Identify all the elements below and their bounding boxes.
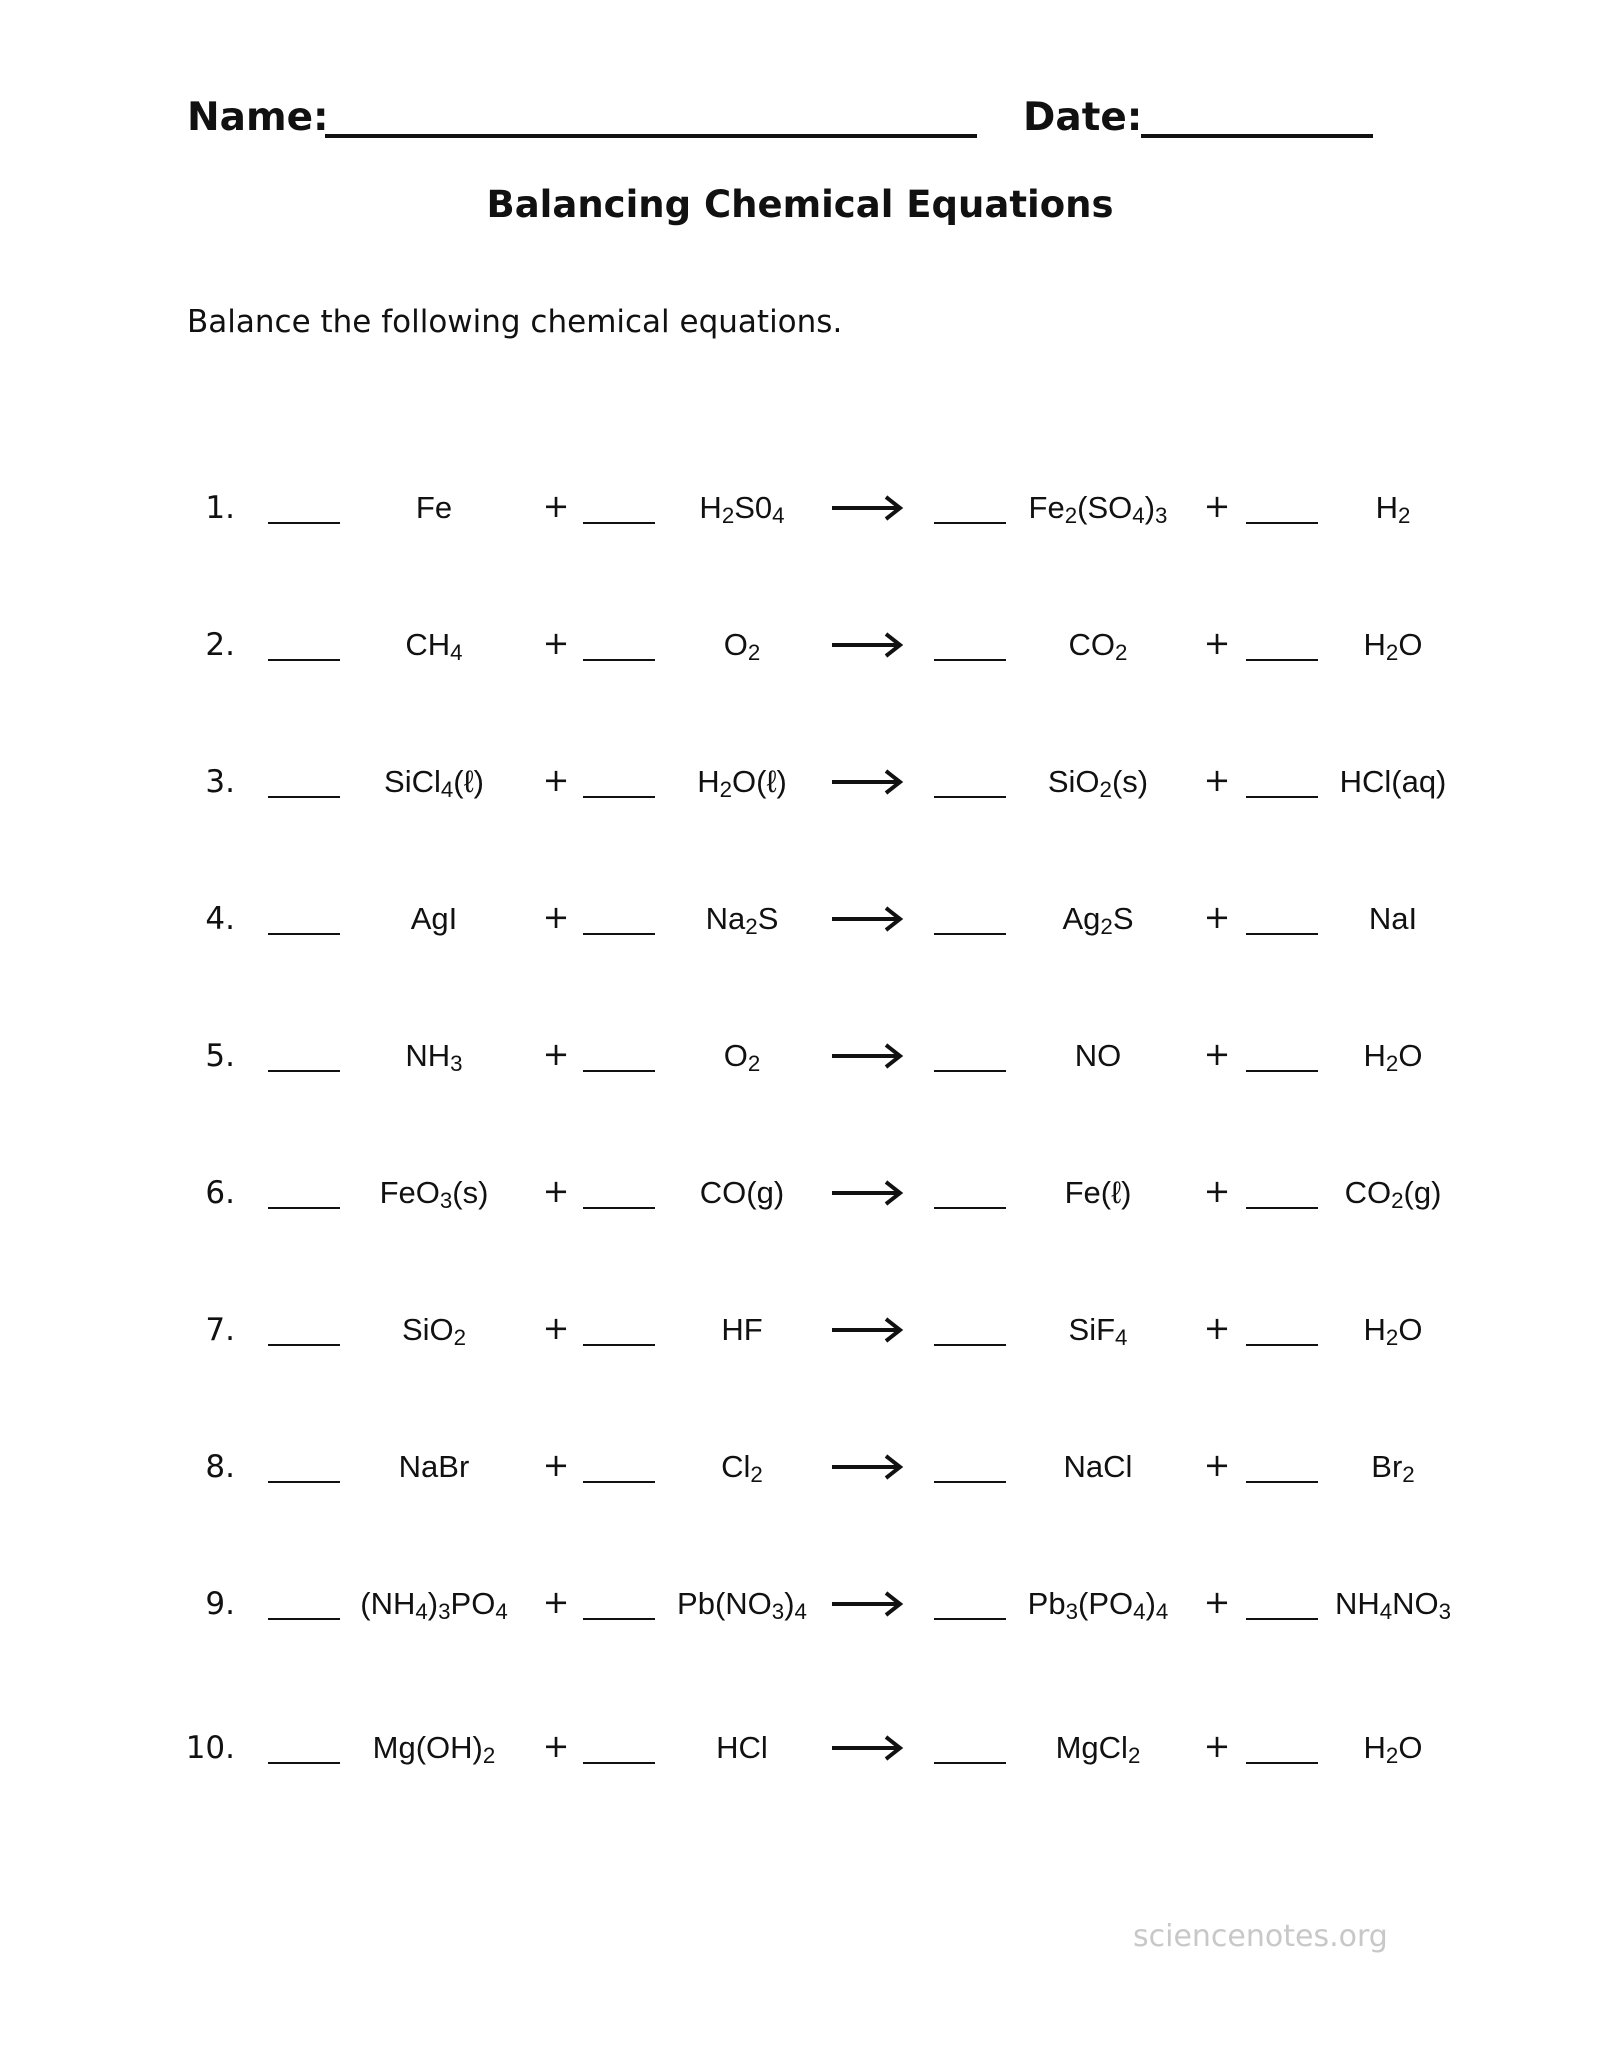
reaction-arrow-icon (830, 768, 904, 796)
product-1-formula: Ag2S (1062, 901, 1134, 939)
reactant-1-formula: FeO3(s) (379, 1175, 489, 1213)
equation-number: 3. (205, 764, 235, 800)
equation-row (0, 1437, 1600, 1497)
plus-sign: + (542, 1035, 570, 1073)
equation-number: 1. (205, 490, 235, 526)
product-2-formula: HCl(aq) (1339, 764, 1447, 799)
equation-number: 4. (205, 901, 235, 937)
plus-sign: + (542, 624, 570, 662)
plus-sign: + (542, 1172, 570, 1210)
coefficient-blank[interactable] (934, 796, 1006, 798)
coefficient-blank[interactable] (268, 1344, 340, 1346)
product-2-formula: Br2 (1371, 1449, 1415, 1487)
coefficient-blank[interactable] (934, 659, 1006, 661)
equation-row (0, 889, 1600, 949)
equation-number: 9. (205, 1586, 235, 1622)
equation-row (0, 1574, 1600, 1634)
equation-row (0, 615, 1600, 675)
coefficient-blank[interactable] (268, 1070, 340, 1072)
plus-sign: + (542, 1727, 570, 1765)
product-2-formula: H2O (1363, 1730, 1423, 1768)
equation-number: 10. (185, 1730, 235, 1766)
reaction-arrow-icon (830, 905, 904, 933)
reactant-2-formula: H2O(ℓ) (697, 764, 787, 802)
coefficient-blank[interactable] (934, 522, 1006, 524)
equation-row (0, 1300, 1600, 1360)
plus-sign: + (1203, 1727, 1231, 1765)
reactant-2-formula: CO(g) (699, 1175, 785, 1210)
product-1-formula: Pb3(PO4)4 (1027, 1586, 1169, 1624)
reaction-arrow-icon (830, 1590, 904, 1618)
name-field-line[interactable] (325, 134, 977, 138)
plus-sign: + (1203, 487, 1231, 525)
plus-sign: + (542, 898, 570, 936)
plus-sign: + (542, 1583, 570, 1621)
equation-number: 8. (205, 1449, 235, 1485)
product-1-formula: NO (1074, 1038, 1122, 1073)
reactant-2-formula: H2S04 (699, 490, 785, 528)
plus-sign: + (542, 1309, 570, 1347)
reaction-arrow-icon (830, 1316, 904, 1344)
product-1-formula: Fe(ℓ) (1064, 1175, 1132, 1210)
product-1-formula: CO2 (1068, 627, 1128, 665)
reaction-arrow-icon (830, 1734, 904, 1762)
equation-row (0, 1163, 1600, 1223)
plus-sign: + (542, 1446, 570, 1484)
footer-watermark: sciencenotes.org (1133, 1919, 1388, 1954)
coefficient-blank[interactable] (268, 796, 340, 798)
equation-row (0, 752, 1600, 812)
product-1-formula: MgCl2 (1055, 1730, 1141, 1768)
reaction-arrow-icon (830, 494, 904, 522)
equation-number: 7. (205, 1312, 235, 1348)
plus-sign: + (1203, 1309, 1231, 1347)
reactant-2-formula: O2 (723, 1038, 761, 1076)
reaction-arrow-icon (830, 631, 904, 659)
coefficient-blank[interactable] (268, 933, 340, 935)
plus-sign: + (1203, 1172, 1231, 1210)
coefficient-blank[interactable] (934, 933, 1006, 935)
reaction-arrow-icon (830, 1179, 904, 1207)
date-label: Date: (1023, 95, 1143, 140)
equation-row (0, 1026, 1600, 1086)
equation-row (0, 478, 1600, 538)
coefficient-blank[interactable] (934, 1344, 1006, 1346)
plus-sign: + (1203, 1446, 1231, 1484)
reaction-arrow-icon (830, 1042, 904, 1070)
reactant-2-formula: O2 (723, 627, 761, 665)
coefficient-blank[interactable] (268, 1207, 340, 1209)
name-label: Name: (187, 95, 329, 140)
equation-number: 6. (205, 1175, 235, 1211)
reactant-1-formula: SiCl4(ℓ) (384, 764, 484, 802)
reactant-1-formula: CH4 (405, 627, 463, 665)
plus-sign: + (542, 487, 570, 525)
worksheet-title: Balancing Chemical Equations (486, 183, 1114, 226)
product-2-formula: H2O (1363, 627, 1423, 665)
product-2-formula: NaI (1368, 901, 1418, 936)
plus-sign: + (1203, 898, 1231, 936)
reactant-1-formula: Fe (415, 490, 453, 525)
product-1-formula: NaCl (1063, 1449, 1133, 1484)
coefficient-blank[interactable] (934, 1070, 1006, 1072)
reactant-1-formula: NH3 (405, 1038, 463, 1076)
reactant-1-formula: (NH4)3PO4 (360, 1586, 508, 1624)
reactant-2-formula: HCl (716, 1730, 768, 1765)
coefficient-blank[interactable] (934, 1618, 1006, 1620)
product-2-formula: H2O (1363, 1038, 1423, 1076)
reactant-2-formula: Cl2 (721, 1449, 763, 1487)
coefficient-blank[interactable] (268, 1762, 340, 1764)
coefficient-blank[interactable] (934, 1207, 1006, 1209)
product-2-formula: H2O (1363, 1312, 1423, 1350)
reactant-2-formula: HF (721, 1312, 763, 1347)
equation-number: 2. (205, 627, 235, 663)
reactant-2-formula: Na2S (705, 901, 779, 939)
reactant-1-formula: SiO2 (401, 1312, 467, 1350)
product-1-formula: SiO2(s) (1047, 764, 1149, 802)
coefficient-blank[interactable] (934, 1762, 1006, 1764)
reactant-2-formula: Pb(NO3)4 (677, 1586, 807, 1624)
reactant-1-formula: AgI (410, 901, 458, 936)
product-2-formula: H2 (1375, 490, 1411, 528)
equation-row (0, 1718, 1600, 1778)
plus-sign: + (1203, 1583, 1231, 1621)
reactant-1-formula: NaBr (398, 1449, 470, 1484)
date-field-line[interactable] (1141, 134, 1373, 138)
plus-sign: + (1203, 624, 1231, 662)
plus-sign: + (1203, 761, 1231, 799)
coefficient-blank[interactable] (934, 1481, 1006, 1483)
product-2-formula: NH4NO3 (1334, 1586, 1452, 1624)
coefficient-blank[interactable] (268, 522, 340, 524)
plus-sign: + (1203, 1035, 1231, 1073)
coefficient-blank[interactable] (268, 1618, 340, 1620)
coefficient-blank[interactable] (268, 1481, 340, 1483)
instructions: Balance the following chemical equations. (187, 304, 843, 340)
equation-number: 5. (205, 1038, 235, 1074)
reaction-arrow-icon (830, 1453, 904, 1481)
product-2-formula: CO2(g) (1344, 1175, 1442, 1213)
product-1-formula: SiF4 (1068, 1312, 1128, 1350)
product-1-formula: Fe2(SO4)3 (1028, 490, 1168, 528)
plus-sign: + (542, 761, 570, 799)
coefficient-blank[interactable] (268, 659, 340, 661)
reactant-1-formula: Mg(OH)2 (372, 1730, 496, 1768)
